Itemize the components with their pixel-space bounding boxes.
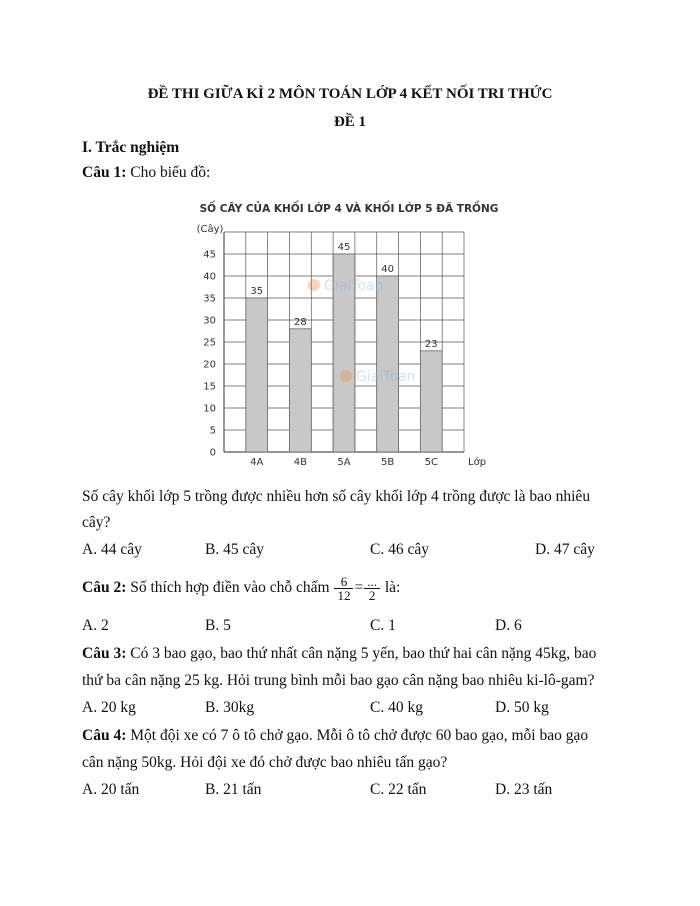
q3-option-b[interactable]: B. 30kg [205, 699, 255, 716]
q2-suffix: là: [384, 579, 401, 596]
q2-option-a[interactable]: A. 2 [82, 617, 109, 634]
q1-option-b[interactable]: B. 45 cây [205, 541, 264, 558]
q1-option-a[interactable]: A. 44 cây [82, 541, 142, 558]
x-tick-label: 5C [424, 457, 438, 468]
bar-value-label: 40 [381, 264, 395, 275]
q1-option-c[interactable]: C. 46 cây [370, 541, 429, 558]
q3-text-line-1 [82, 645, 596, 663]
q3-option-d[interactable]: D. 50 kg [495, 699, 549, 716]
y-tick-label: 45 [203, 249, 216, 261]
bar-5c [420, 351, 442, 452]
q2-fraction-right [364, 575, 380, 602]
y-tick-label: 35 [203, 293, 216, 305]
q3-text-line-2: thứ ba cân nặng 25 kg. Hỏi trung bình mỗi bao gạo cân nặng bao nhiêu ki-lô-gam? [82, 672, 595, 689]
q3-label: Câu 3: [82, 645, 127, 662]
q4-option-b[interactable]: B. 21 tấn [205, 781, 262, 798]
q4-label: Câu 4: [82, 727, 127, 744]
chart-title: SỐ CÂY CỦA KHỐI LỚP 4 VÀ KHỐI LỚP 5 ĐÃ TRỒNG [199, 203, 499, 215]
watermark-text-1: GiaiToan [324, 278, 384, 294]
frac-left-numerator: 6 [334, 575, 353, 589]
exam-subtitle: ĐỀ 1 [333, 114, 367, 130]
q4-line1: Một đội xe có 7 ô tô chở gạo. Mỗi ô tô chở được 60 bao gạo, mỗi bao gạo [130, 727, 589, 744]
x-tick-label: 4B [293, 457, 307, 468]
bar-5b [377, 276, 399, 452]
section-heading: I. Trắc nghiệm [82, 139, 180, 156]
q3-option-c[interactable]: C. 40 kg [370, 699, 423, 716]
q2-option-b[interactable]: B. 5 [205, 617, 231, 634]
bar-chart [184, 196, 514, 472]
watermark-text-2: GiaiToan [356, 369, 416, 385]
y-tick-label: 10 [203, 403, 216, 415]
chart-watermark [308, 278, 415, 385]
q1-intro-text: Cho biểu đồ: [130, 164, 211, 181]
q2-text [82, 572, 400, 604]
exam-title: ĐỀ THI GIỮA KÌ 2 MÔN TOÁN LỚP 4 KẾT NỐI TRI THỨC [147, 86, 553, 102]
y-tick-label: 40 [203, 271, 216, 283]
q4-option-c[interactable]: C. 22 tấn [370, 781, 427, 798]
q4-text-line-2: cân nặng 50kg. Hỏi đội xe đó chở được bao nhiêu tấn gạo? [82, 754, 448, 771]
q1-text-line-2: cây? [82, 514, 111, 531]
q1-text-line-1: Số cây khối lớp 5 trồng được nhiều hơn số cây khối lớp 4 trồng được là bao nhiêu [82, 488, 591, 505]
bar-value-label: 45 [337, 242, 351, 253]
y-tick-label: 25 [203, 337, 216, 349]
q3-line1: Có 3 bao gạo, bao thứ nhất cân nặng 5 yến, bao thứ hai cân nặng 45kg, bao [130, 645, 597, 662]
x-tick-label: 5A [337, 457, 351, 468]
y-tick-label: 20 [203, 359, 216, 371]
chart-axis-labels [203, 250, 438, 469]
frac-left-denominator: 12 [337, 587, 351, 603]
y-tick-label: 5 [209, 425, 216, 437]
chart-y-label: (Cây) [196, 224, 224, 235]
y-tick-label: 30 [203, 315, 216, 327]
chart-bars [246, 242, 442, 452]
q4-option-a[interactable]: A. 20 tấn [82, 781, 140, 798]
bar-4a [246, 298, 268, 452]
q4-text-line-1 [82, 727, 588, 745]
x-tick-label: 5B [381, 457, 395, 468]
y-tick-label: 15 [203, 381, 216, 393]
bar-value-label: 28 [293, 316, 307, 328]
bar-value-label: 35 [250, 286, 264, 297]
q2-equals: = [354, 579, 364, 596]
q2-question: Số thích hợp điền vào chỗ chấm [130, 579, 330, 596]
q2-label: Câu 2: [82, 579, 127, 596]
frac-right-numerator: ... [364, 575, 380, 589]
q1-option-d[interactable]: D. 47 cây [535, 541, 595, 558]
q3-option-a[interactable]: A. 20 kg [82, 699, 136, 716]
q1-intro [82, 164, 210, 182]
q2-option-c[interactable]: C. 1 [370, 617, 396, 634]
q2-option-d[interactable]: D. 6 [495, 617, 522, 634]
y-tick-label: 0 [209, 447, 216, 459]
q4-option-d[interactable]: D. 23 tấn [495, 781, 553, 798]
q1-label: Câu 1: [82, 164, 127, 181]
bar-4b [289, 329, 311, 452]
frac-right-denominator: 2 [368, 587, 376, 603]
bar-value-label: 23 [424, 338, 438, 350]
x-tick-label: 4A [250, 457, 264, 468]
q2-fraction-left [334, 575, 353, 602]
chart-x-label: Lớp [468, 457, 487, 468]
